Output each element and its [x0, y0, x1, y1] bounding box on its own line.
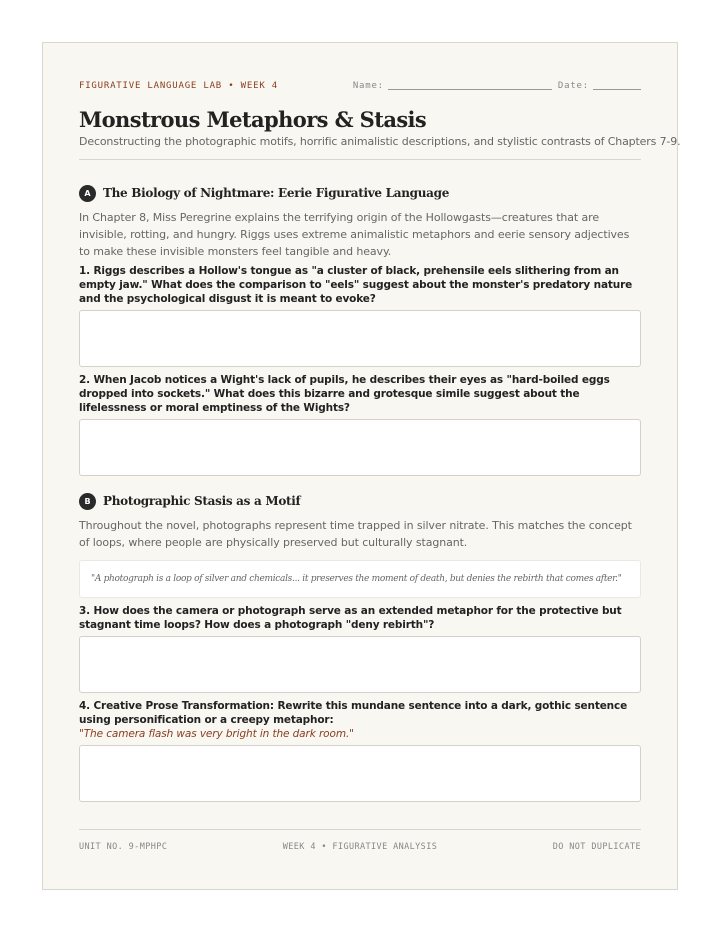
- name-label: Name:: [352, 81, 384, 91]
- title-divider: [79, 159, 641, 160]
- page-subtitle: Deconstructing the photographic motifs, horrific animalistic descriptions, and stylistic contrasts of Chapters 7-9.: [79, 135, 681, 148]
- question-4: 4. Creative Prose Transformation: Rewrite this mundane sentence into a dark, gothic sentence using personification or a creepy metaphor:: [79, 700, 628, 726]
- page-footer: [79, 829, 641, 852]
- section-b-badge: B: [79, 493, 96, 510]
- photograph-quote: "A photograph is a loop of silver and chemicals... it preserves the moment of death, but denies the rebirth that comes after.": [79, 560, 641, 598]
- question-3: 3. How does the camera or photograph serve as an extended metaphor for the protective but stagnant time loops? How does a photograph "deny rebirth"?: [79, 605, 622, 631]
- mundane-sentence: "The camera flash was very bright in the dark room.": [79, 728, 354, 740]
- name-field[interactable]: [388, 82, 552, 90]
- section-a-intro: In Chapter 8, Miss Peregrine explains the terrifying origin of the Hollowgasts—creatures that are invisible, rotting, and hungry. Riggs uses extreme animalistic metaphors and eerie sensory adjectives to make these invisible monsters feel tangible and heavy.: [79, 211, 630, 258]
- answer-box-2[interactable]: [79, 419, 641, 476]
- question-1: 1. Riggs describes a Hollow's tongue as "a cluster of black, prehensile eels slithering from an empty jaw." What does the comparison to "eels" suggest about the monster's predatory nature and the psychological disgust it is meant to evoke?: [79, 265, 633, 305]
- worksheet-page: [42, 42, 681, 890]
- page-title: Monstrous Metaphors & Stasis: [79, 107, 427, 132]
- answer-box-3[interactable]: [79, 636, 641, 693]
- section-a-heading: [79, 184, 641, 202]
- section-a-badge: A: [79, 185, 96, 202]
- answer-box-4[interactable]: [79, 745, 641, 802]
- answer-box-1[interactable]: [79, 310, 641, 367]
- footer-unit: UNIT NO. 9-MPHPC: [79, 842, 168, 852]
- footer-notice: DO NOT DUPLICATE: [552, 842, 641, 852]
- section-b-title: Photographic Stasis as a Motif: [103, 494, 301, 508]
- lab-label: FIGURATIVE LANGUAGE LAB • WEEK 4: [79, 81, 278, 91]
- section-b-intro: Throughout the novel, photographs represent time trapped in silver nitrate. This matches the concept of loops, where people are physically preserved but culturally stagnant.: [79, 519, 632, 549]
- date-label: Date:: [557, 81, 589, 91]
- section-a-title: The Biology of Nightmare: Eerie Figurative Language: [103, 186, 450, 200]
- footer-week: WEEK 4 • FIGURATIVE ANALYSIS: [282, 842, 438, 852]
- student-fields: [353, 81, 641, 91]
- header-bar: [79, 79, 641, 93]
- section-b-heading: [79, 492, 641, 510]
- question-2: 2. When Jacob notices a Wight's lack of pupils, he describes their eyes as "hard-boiled eggs dropped into sockets." What does this bizarre and grotesque simile suggest about the lifelessness or moral emptiness of the Wights?: [79, 374, 610, 414]
- date-field[interactable]: [593, 82, 641, 90]
